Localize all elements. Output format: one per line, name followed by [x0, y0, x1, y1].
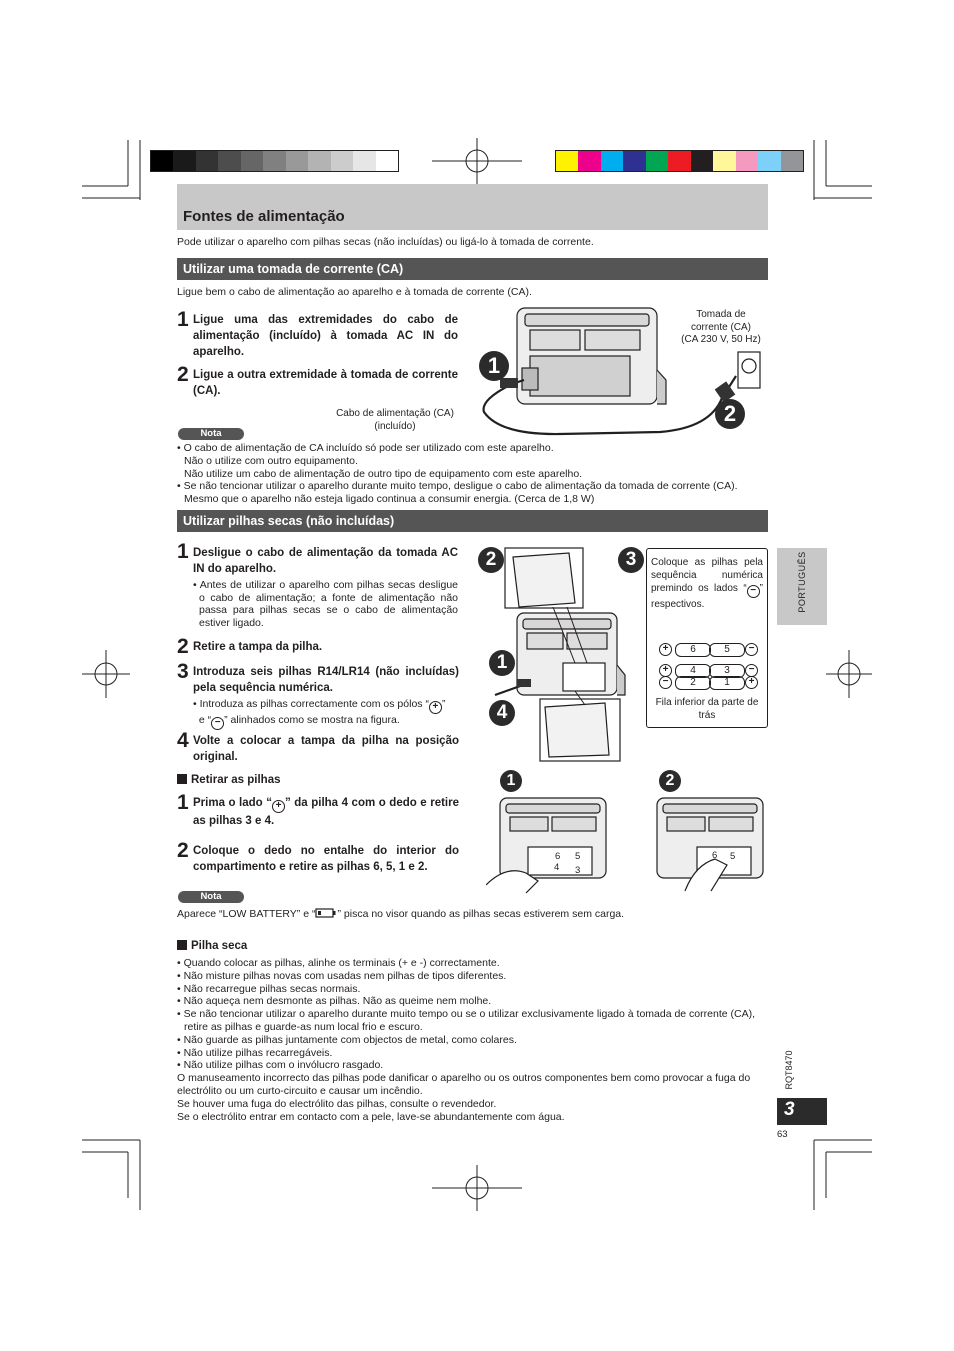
batt-step-3-number: 3 [177, 660, 189, 683]
ac-step-2: Ligue a outra extremidade à tomada de corrente (CA). [193, 369, 458, 397]
section-header-ac: Utilizar uma tomada de corrente (CA) [177, 258, 768, 280]
nota-badge-ac: Nota [178, 428, 244, 440]
minus-pole-icon: − [747, 585, 760, 598]
battery-order-text: Coloque as pilhas pela sequência numérica premindo os lados “ − ” respectivos. [651, 557, 763, 610]
ac-intro: Ligue bem o cabo de alimentação ao aparelho e à tomada de corrente (CA). [177, 286, 532, 298]
minus-pole-icon: − [211, 717, 224, 730]
batt-callout-4: 4 [489, 700, 515, 726]
chapter-number: 3 [784, 1099, 795, 1120]
intro-text: Pode utilizar o aparelho com pilhas secas (não incluídas) ou ligá-lo à tomada de corrente. [177, 236, 594, 248]
ac-step-1: Ligue uma das extremidades do cabo de alimentação (incluído) à tomada AC IN do aparelho. [193, 314, 458, 358]
plus-pole-icon: + [429, 701, 442, 714]
outlet-label: Tomada de corrente (CA) (CA 230 V, 50 Hz) [681, 309, 761, 345]
batt-callout-3: 3 [618, 547, 644, 573]
page-title: Fontes de alimentação [183, 208, 345, 225]
section-header-batteries: Utilizar pilhas secas (não incluídas) [177, 510, 768, 532]
list-item: • Não misture pilhas novas com usadas nem pilhas de tipos diferentes. [177, 969, 507, 982]
remove-battery-illustration-2 [655, 795, 770, 895]
remove-callout-2: 2 [659, 770, 681, 792]
batt-step-2: Retire a tampa da pilha. [193, 641, 323, 653]
remove-step-2: Coloque o dedo no entalhe do interior do compartimento e retire as pilhas 6, 5, 1 e 2. [193, 845, 459, 873]
list-item: • Quando colocar as pilhas, alinhe os terminais (+ e -) correctamente. [177, 957, 500, 969]
plus-pole-icon: + [272, 800, 285, 813]
batt-step-1-note: • Antes de utilizar o aparelho com pilhas secas desligue o cabo de alimentação; a fonte de alimentação não passa para pilhas secas se o cabo de alimentação estiver ligado. [193, 579, 458, 629]
batt-step-4-number: 4 [177, 729, 189, 752]
ac-step-1-number: 1 [177, 308, 189, 331]
remove-step-2-number: 2 [177, 839, 189, 862]
language-tab-label: PORTUGUÊS [797, 551, 807, 613]
dry-battery-list: • Quando colocar as pilhas, alinhe os terminais (+ e -) correctamente. • Não misture pilhas novas com usadas nem pilhas de tipos diferentes. • Não recarregue pilhas secas normais. • Não aqueça nem desmonte as pilhas. Não as queime nem molhe. • Se não tencionar utilizar o aparelho durante muito tempo ou se o utilizar exclusivamente ligado à tomada de corrente (CA), retire as pilhas e guarde-as num local frio e escuro. • Não guarde as pilhas juntamente com objectos de metal, como colares. • Não utilize pilhas recarregáveis. • Não utilize pilhas com o invólucro rasgado. O manuseamento incorrecto das pilhas pode danificar o aparelho ou os outros componentes bem como provocar a fuga do electrólito ou um curto-circuito e causar um incêndio. Se houver uma fuga do electrólito das pilhas, consulte o revendedor. Se o electrólito entrar em contacto com a pele, lave-se abundantemente com água. [177, 957, 771, 1123]
dry-battery-title: Pilha seca [177, 940, 247, 952]
batt-callout-2: 2 [478, 547, 504, 573]
remove-callout-1: 1 [500, 770, 522, 792]
ac-callout-1: 1 [479, 351, 509, 381]
cable-label: Cabo de alimentação (CA) (incluído) [336, 408, 454, 432]
list-item: • Não aqueça nem desmonte as pilhas. Não as queime nem molhe. [177, 995, 492, 1008]
batt-step-3: Introduza seis pilhas R14/LR14 (não incluídas) pela sequência numérica. [193, 666, 459, 694]
low-battery-note: Aparece “LOW BATTERY” e “ ” pisca no visor quando as pilhas secas estiverem sem carga. [177, 908, 625, 920]
batt-step-4: Volte a colocar a tampa da pilha na posição original. [193, 735, 459, 763]
square-bullet-icon [177, 940, 187, 950]
remove-battery-illustration-1 [486, 795, 616, 895]
battery-row-top: + 6 5 − [659, 643, 755, 657]
remove-title: Retirar as pilhas [177, 774, 280, 786]
ac-callout-2: 2 [715, 399, 745, 429]
square-bullet-icon [177, 774, 187, 784]
remove-step-1-number: 1 [177, 791, 189, 814]
ac-notes: • O cabo de alimentação de CA incluído só pode ser utilizado com este aparelho. Não o utilize com outro equipamento. Não utilize um cabo de alimentação de outro tipo de equipamento com este aparelho. • Se não tencionar utilizar o aparelho durante muito tempo, desligue o cabo de alimentação da tomada de corrente (CA). Mesmo que o aparelho não esteja ligado continua a consumir energia. (Cerca de 1,8 W) [177, 442, 738, 506]
batt-step-1: Desligue o cabo de alimentação da tomada AC IN do aparelho. [193, 547, 458, 575]
list-item: • Não guarde as pilhas juntamente com objectos de metal, como colares. [177, 1033, 517, 1046]
batt-step-2-number: 2 [177, 635, 189, 658]
color-bar [555, 150, 804, 172]
grayscale-bar [150, 150, 399, 172]
remove-step-1: Prima o lado “ + ” da pilha 4 com o dedo e retire as pilhas 3 e 4. [193, 797, 460, 827]
battery-order-caption: Fila inferior da parte de trás [655, 697, 759, 721]
doc-code: RQT8470 [784, 1050, 794, 1090]
low-battery-icon [315, 908, 337, 918]
ac-step-2-number: 2 [177, 363, 189, 386]
list-item: • Se não tencionar utilizar o aparelho durante muito tempo ou se o utilizar exclusivamente ligado à tomada de corrente (CA), retire as pilhas e guarde-as num local frio e escuro. [177, 1008, 755, 1033]
nota-badge-batt: Nota [178, 891, 244, 903]
page-number: 63 [777, 1129, 788, 1140]
battery-row-middle: + 4 3 − [659, 664, 755, 678]
batt-step-1-number: 1 [177, 540, 189, 563]
batt-callout-1: 1 [489, 650, 515, 676]
batt-step-3-note: • Introduza as pilhas correctamente com os pólos “ + ” e “ − ” alinhados como se mostra na figura. [193, 698, 446, 728]
list-item: • Não utilize pilhas recarregáveis. [177, 1046, 333, 1059]
list-item: • Não recarregue pilhas secas normais. [177, 982, 361, 995]
battery-row-bottom: − 2 1 + [659, 676, 755, 690]
list-item: • Não utilize pilhas com o invólucro rasgado. [177, 1059, 384, 1072]
